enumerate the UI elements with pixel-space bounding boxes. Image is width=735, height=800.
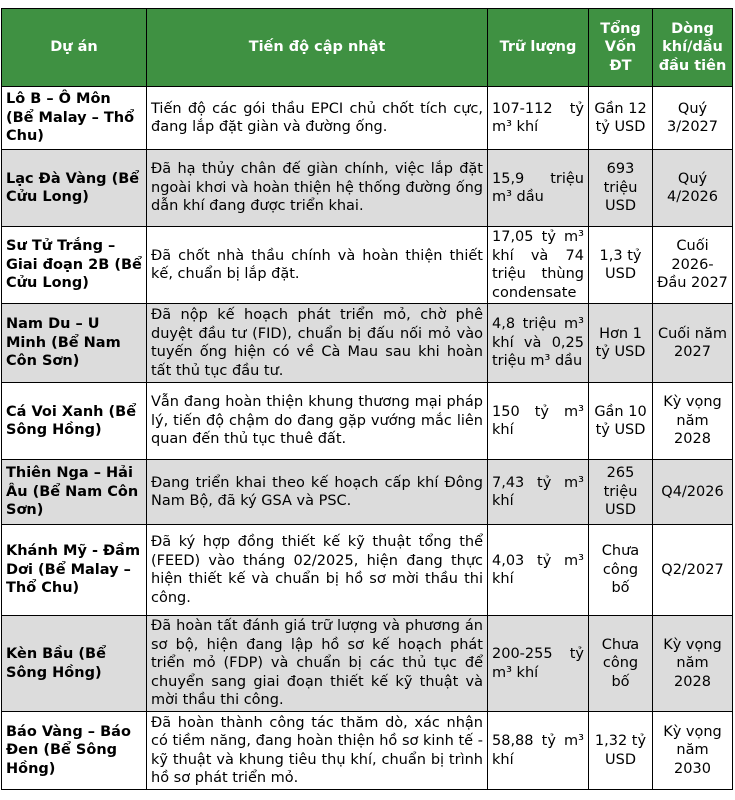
- first-flow-date: Quý 3/2027: [653, 87, 733, 150]
- header-first-flow: Dòng khí/dầu đầu tiên: [653, 9, 733, 87]
- first-flow-date: Kỳ vọng năm 2028: [653, 383, 733, 460]
- reserve-value: 150 tỷ m³ khí: [488, 383, 589, 460]
- reserve-value: 200-255 tỷ m³ khí: [488, 616, 589, 712]
- project-name: Thiên Nga – Hải Âu (Bể Nam Côn Sơn): [2, 460, 147, 525]
- reserve-value: 107-112 tỷ m³ khí: [488, 87, 589, 150]
- header-project: Dự án: [2, 9, 147, 87]
- first-flow-date: Kỳ vọng năm 2028: [653, 616, 733, 712]
- table-row: [2, 383, 733, 460]
- table-row: [2, 616, 733, 712]
- capital-value: Chưa công bố: [589, 525, 653, 616]
- top-edge: [0, 0, 735, 8]
- table-row: [2, 712, 733, 790]
- header-row: [2, 9, 733, 87]
- project-name: Cá Voi Xanh (Bể Sông Hồng): [2, 383, 147, 460]
- table-row: [2, 304, 733, 383]
- reserve-value: 7,43 tỷ m³ khí: [488, 460, 589, 525]
- first-flow-date: Kỳ vọng năm 2030: [653, 712, 733, 790]
- reserve-value: 15,9 triệu m³ dầu: [488, 150, 589, 227]
- project-name: Kèn Bầu (Bể Sông Hồng): [2, 616, 147, 712]
- capital-value: Gần 10 tỷ USD: [589, 383, 653, 460]
- project-name: Sư Tử Trắng – Giai đoạn 2B (Bể Cửu Long): [2, 227, 147, 304]
- reserve-value: 58,88 tỷ m³ khí: [488, 712, 589, 790]
- project-name: Khánh Mỹ - Đầm Dơi (Bể Malay – Thổ Chu): [2, 525, 147, 616]
- header-progress: Tiến độ cập nhật: [147, 9, 488, 87]
- progress-text: Đã chốt nhà thầu chính và hoàn thiện thiết kế, chuẩn bị lắp đặt.: [147, 227, 488, 304]
- progress-text: Vẫn đang hoàn thiện khung thương mại pháp lý, tiến độ chậm do đang gặp vướng mắc liên quan đến thủ tục thuê đất.: [147, 383, 488, 460]
- progress-text: Tiến độ các gói thầu EPCI chủ chốt tích cực, đang lắp đặt giàn và đường ống.: [147, 87, 488, 150]
- capital-value: Hơn 1 tỷ USD: [589, 304, 653, 383]
- reserve-value: 4,8 triệu m³ khí và 0,25 triệu m³ dầu: [488, 304, 589, 383]
- reserve-value: 4,03 tỷ m³ khí: [488, 525, 589, 616]
- table-row: [2, 460, 733, 525]
- capital-value: 1,32 tỷ USD: [589, 712, 653, 790]
- progress-text: Đã hạ thủy chân đế giàn chính, việc lắp đặt ngoài khơi và hoàn thiện hệ thống đường ống dẫn khí đang được triển khai.: [147, 150, 488, 227]
- table-row: [2, 150, 733, 227]
- progress-text: Đang triển khai theo kế hoạch cấp khí Đông Nam Bộ, đã ký GSA và PSC.: [147, 460, 488, 525]
- project-name: Nam Du – U Minh (Bể Nam Côn Sơn): [2, 304, 147, 383]
- projects-table: [1, 8, 733, 790]
- first-flow-date: Q2/2027: [653, 525, 733, 616]
- table-row: [2, 227, 733, 304]
- capital-value: 265 triệu USD: [589, 460, 653, 525]
- first-flow-date: Cuối năm 2027: [653, 304, 733, 383]
- capital-value: Chưa công bố: [589, 616, 653, 712]
- table-row: [2, 87, 733, 150]
- capital-value: 693 triệu USD: [589, 150, 653, 227]
- progress-text: Đã hoàn thành công tác thăm dò, xác nhận có tiềm năng, đang hoàn thiện hồ sơ kinh tế - kỹ thuật và khung tiêu thụ khí, chuẩn bị trình hồ sơ phát triển mỏ.: [147, 712, 488, 790]
- table-row: [2, 525, 733, 616]
- project-name: Lạc Đà Vàng (Bể Cửu Long): [2, 150, 147, 227]
- progress-text: Đã nộp kế hoạch phát triển mỏ, chờ phê duyệt đầu tư (FID), chuẩn bị đấu nối mỏ vào tuyến ống hiện có về Cà Mau sau khi hoàn tất thủ tục đầu tư.: [147, 304, 488, 383]
- first-flow-date: Quý 4/2026: [653, 150, 733, 227]
- capital-value: Gần 12 tỷ USD: [589, 87, 653, 150]
- progress-text: Đã hoàn tất đánh giá trữ lượng và phương án sơ bộ, hiện đang lập hồ sơ kế hoạch phát triển mỏ (FDP) và chuẩn bị các thủ tục để chuyển sang giai đoạn thiết kế kỹ thuật và mời thầu thi công.: [147, 616, 488, 712]
- reserve-value: 17,05 tỷ m³ khí và 74 triệu thùng condensate: [488, 227, 589, 304]
- project-name: Báo Vàng – Báo Đen (Bể Sông Hồng): [2, 712, 147, 790]
- first-flow-date: Q4/2026: [653, 460, 733, 525]
- progress-text: Đã ký hợp đồng thiết kế kỹ thuật tổng thể (FEED) vào tháng 02/2025, hiện đang thực hiện thiết kế và chuẩn bị hồ sơ mời thầu thi công.: [147, 525, 488, 616]
- project-name: Lô B – Ô Môn (Bể Malay – Thổ Chu): [2, 87, 147, 150]
- first-flow-date: Cuối 2026-Đầu 2027: [653, 227, 733, 304]
- header-capital: Tổng Vốn ĐT: [589, 9, 653, 87]
- header-reserve: Trữ lượng: [488, 9, 589, 87]
- capital-value: 1,3 tỷ USD: [589, 227, 653, 304]
